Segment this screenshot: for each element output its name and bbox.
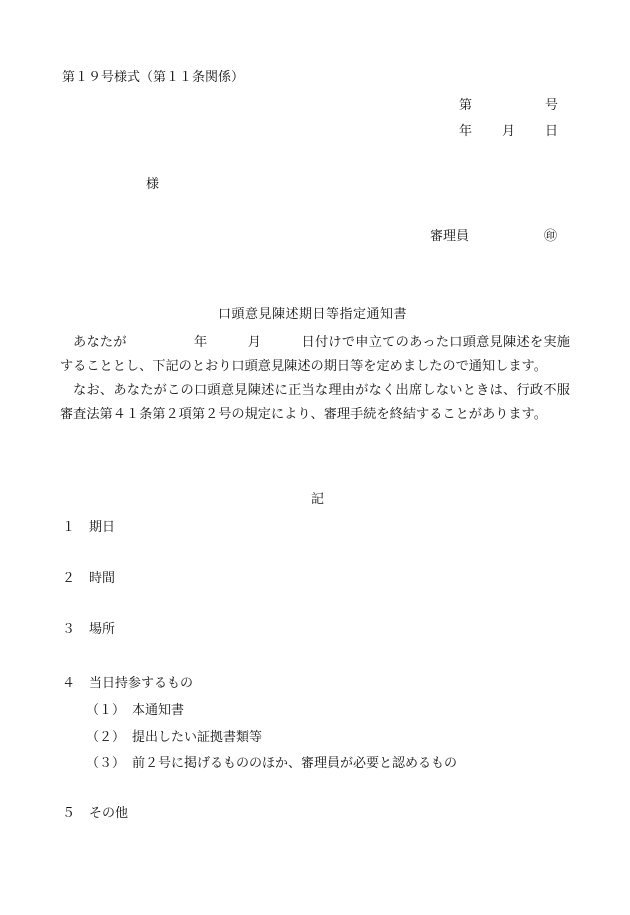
ki-heading: 記 bbox=[311, 492, 325, 507]
item-number: ５ bbox=[62, 806, 76, 821]
sub-item-number: （１） bbox=[86, 703, 126, 718]
body-paragraph-1: あなたが 年 月 日付けで申立てのあった口頭意見陳述を実施することとし、下記のとおり口頭意見陳述の期日等を定めましたので通知します。 bbox=[60, 335, 570, 374]
document-number-label: 第 bbox=[459, 98, 473, 113]
document-title: 口頭意見陳述期日等指定通知書 bbox=[218, 307, 408, 322]
sub-item-label: 本通知書 bbox=[132, 703, 185, 718]
date-month: 月 bbox=[502, 124, 516, 139]
item-number: ４ bbox=[62, 676, 76, 691]
item-label: 時間 bbox=[89, 571, 116, 586]
item-number: １ bbox=[62, 520, 76, 535]
item-label: 当日持参するもの bbox=[89, 676, 194, 691]
sub-item-number: （２） bbox=[86, 730, 126, 745]
date-year: 年 bbox=[459, 124, 473, 139]
body-paragraph-2: なお、あなたがこの口頭意見陳述に正当な理由がなく出席しないときは、行政不服審査法第４１条第２項第２号の規定により、審理手続を終結することがあります。 bbox=[60, 383, 570, 422]
document-number-suffix: 号 bbox=[545, 98, 559, 113]
sender-title: 審理員 bbox=[430, 229, 470, 244]
seal-mark: ㊞ bbox=[544, 229, 558, 244]
sub-item-label: 前２号に掲げるもののほか、審理員が必要と認めるもの bbox=[132, 756, 458, 771]
form-number: 第１９号様式（第１１条関係） bbox=[62, 70, 245, 85]
sub-item-label: 提出したい証拠書類等 bbox=[132, 730, 263, 745]
item-label: その他 bbox=[89, 806, 129, 821]
sub-item-number: （３） bbox=[86, 756, 126, 771]
item-label: 場所 bbox=[89, 622, 116, 637]
date-day: 日 bbox=[545, 124, 559, 139]
item-number: ２ bbox=[62, 571, 76, 586]
addressee: 様 bbox=[146, 177, 160, 192]
item-label: 期日 bbox=[89, 520, 116, 535]
item-number: ３ bbox=[62, 622, 76, 637]
